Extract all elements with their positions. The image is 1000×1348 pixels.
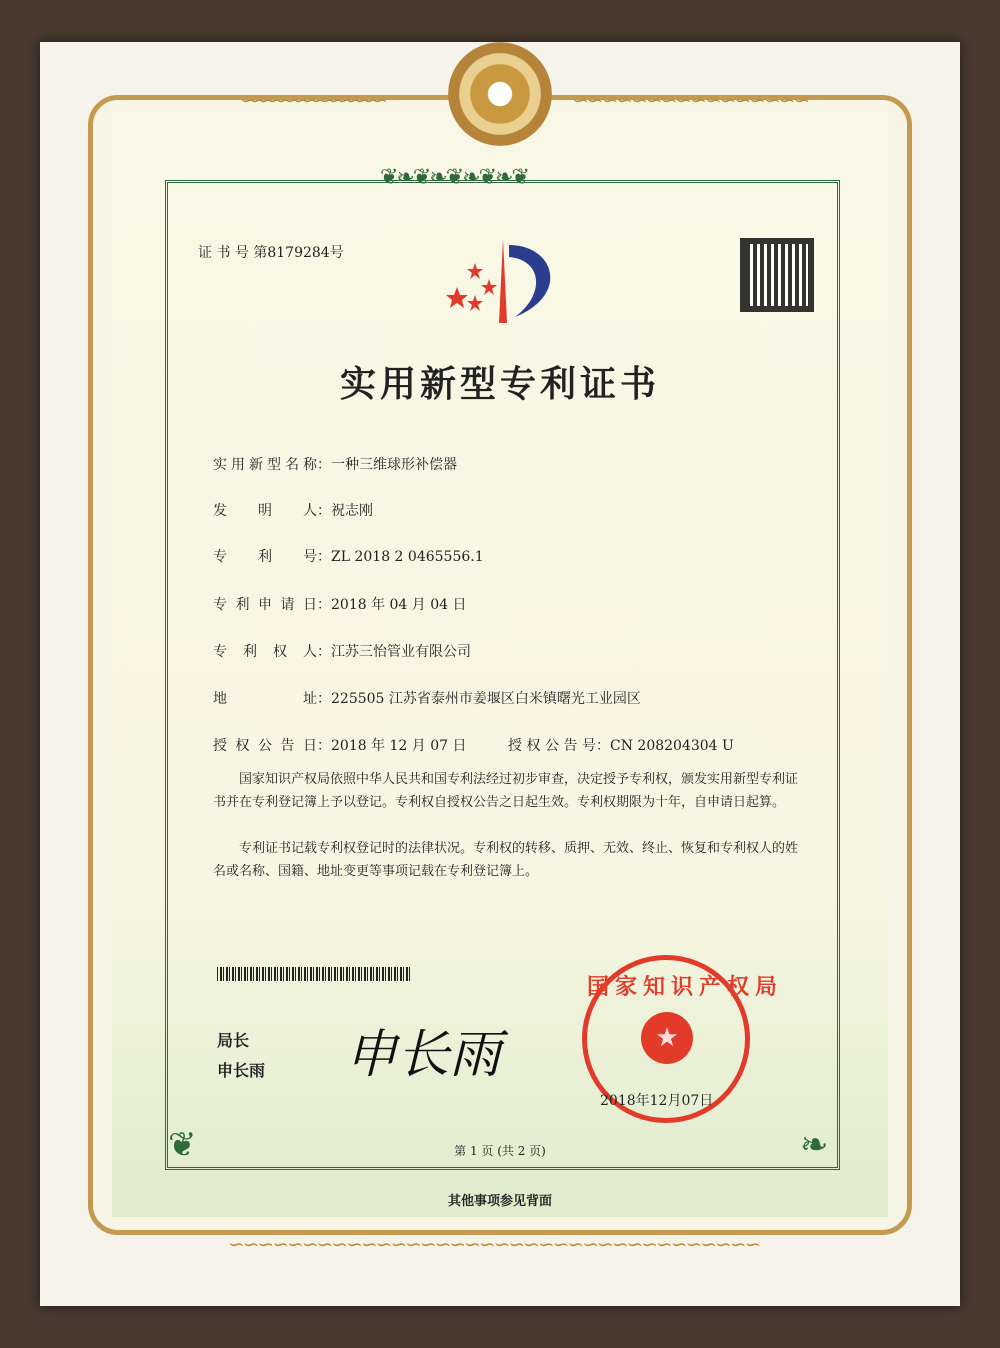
- green-scroll-ornament: ❦❧❦❧❦❧❦❧❦: [380, 165, 528, 190]
- barcode: [217, 967, 412, 981]
- corner-ornament-left: ❦: [168, 1125, 195, 1165]
- gold-flower-ornament: [448, 42, 552, 146]
- corner-ornament-right: ❧: [800, 1125, 827, 1165]
- ornament-left: ∽∽∽∽∽∽∽∽∽∽∽∽∽∽∽∽: [240, 88, 381, 112]
- legal-paragraph-1: 国家知识产权局依照中华人民共和国专利法经过初步审查，决定授予专利权，颁发实用新型专利证书并在专利登记簿上予以登记。专利权自授权公告之日起生效。专利权期限为十年，自申请日起算。: [213, 772, 799, 810]
- field-patent-number: 专利号：ZL 2018 2 0465556.1: [213, 549, 484, 565]
- certificate-title: 实用新型专利证书: [339, 363, 660, 405]
- page-indicator: 第 1 页 (共 2 页): [454, 1144, 546, 1158]
- field-patentee: 专利权人：江苏三怡管业有限公司: [213, 644, 471, 660]
- field-utility-model-name: 实用新型名称：一种三维球形补偿器: [213, 457, 457, 473]
- ornament-right: ∽∽∽∽∽∽∽∽∽∽∽∽∽∽∽∽: [572, 88, 809, 112]
- qr-code: [740, 238, 814, 312]
- ornament-bottom: ∽∽∽∽∽∽∽∽∽∽∽∽∽∽∽∽∽∽∽∽∽∽∽∽∽∽∽∽∽∽∽∽∽∽∽∽: [228, 1232, 760, 1256]
- field-announcement-number: 授权公告号：CN 208204304 U: [508, 738, 734, 754]
- national-emblem-icon: ★: [641, 1012, 693, 1064]
- director-name: 申长雨: [217, 1061, 266, 1080]
- legal-paragraph-2: 专利证书记载专利权登记时的法律状况。专利权的转移、质押、无效、终止、恢复和专利权人的姓名或名称、国籍、地址变更等事项记载在专利登记簿上。: [213, 841, 799, 879]
- field-address: 地址：225505 江苏省泰州市姜堰区白米镇曙光工业园区: [213, 691, 641, 707]
- certificate-number: 证 书 号 第8179284号: [198, 245, 344, 261]
- field-grant-date: 授权公告日：2018 年 12 月 07 日: [213, 738, 467, 754]
- director-title: 局长: [217, 1031, 250, 1050]
- field-application-date: 专利申请日：2018 年 04 月 04 日: [213, 597, 467, 613]
- patent-office-logo-icon: [445, 235, 565, 325]
- director-signature: 申长雨: [345, 1025, 502, 1085]
- seal-text: 国家知识产权局: [587, 974, 784, 1000]
- footer-note: 其他事项参见背面: [447, 1194, 552, 1209]
- field-inventor: 发明人：祝志刚: [213, 503, 373, 519]
- seal-date: 2018年12月07日: [600, 1093, 714, 1109]
